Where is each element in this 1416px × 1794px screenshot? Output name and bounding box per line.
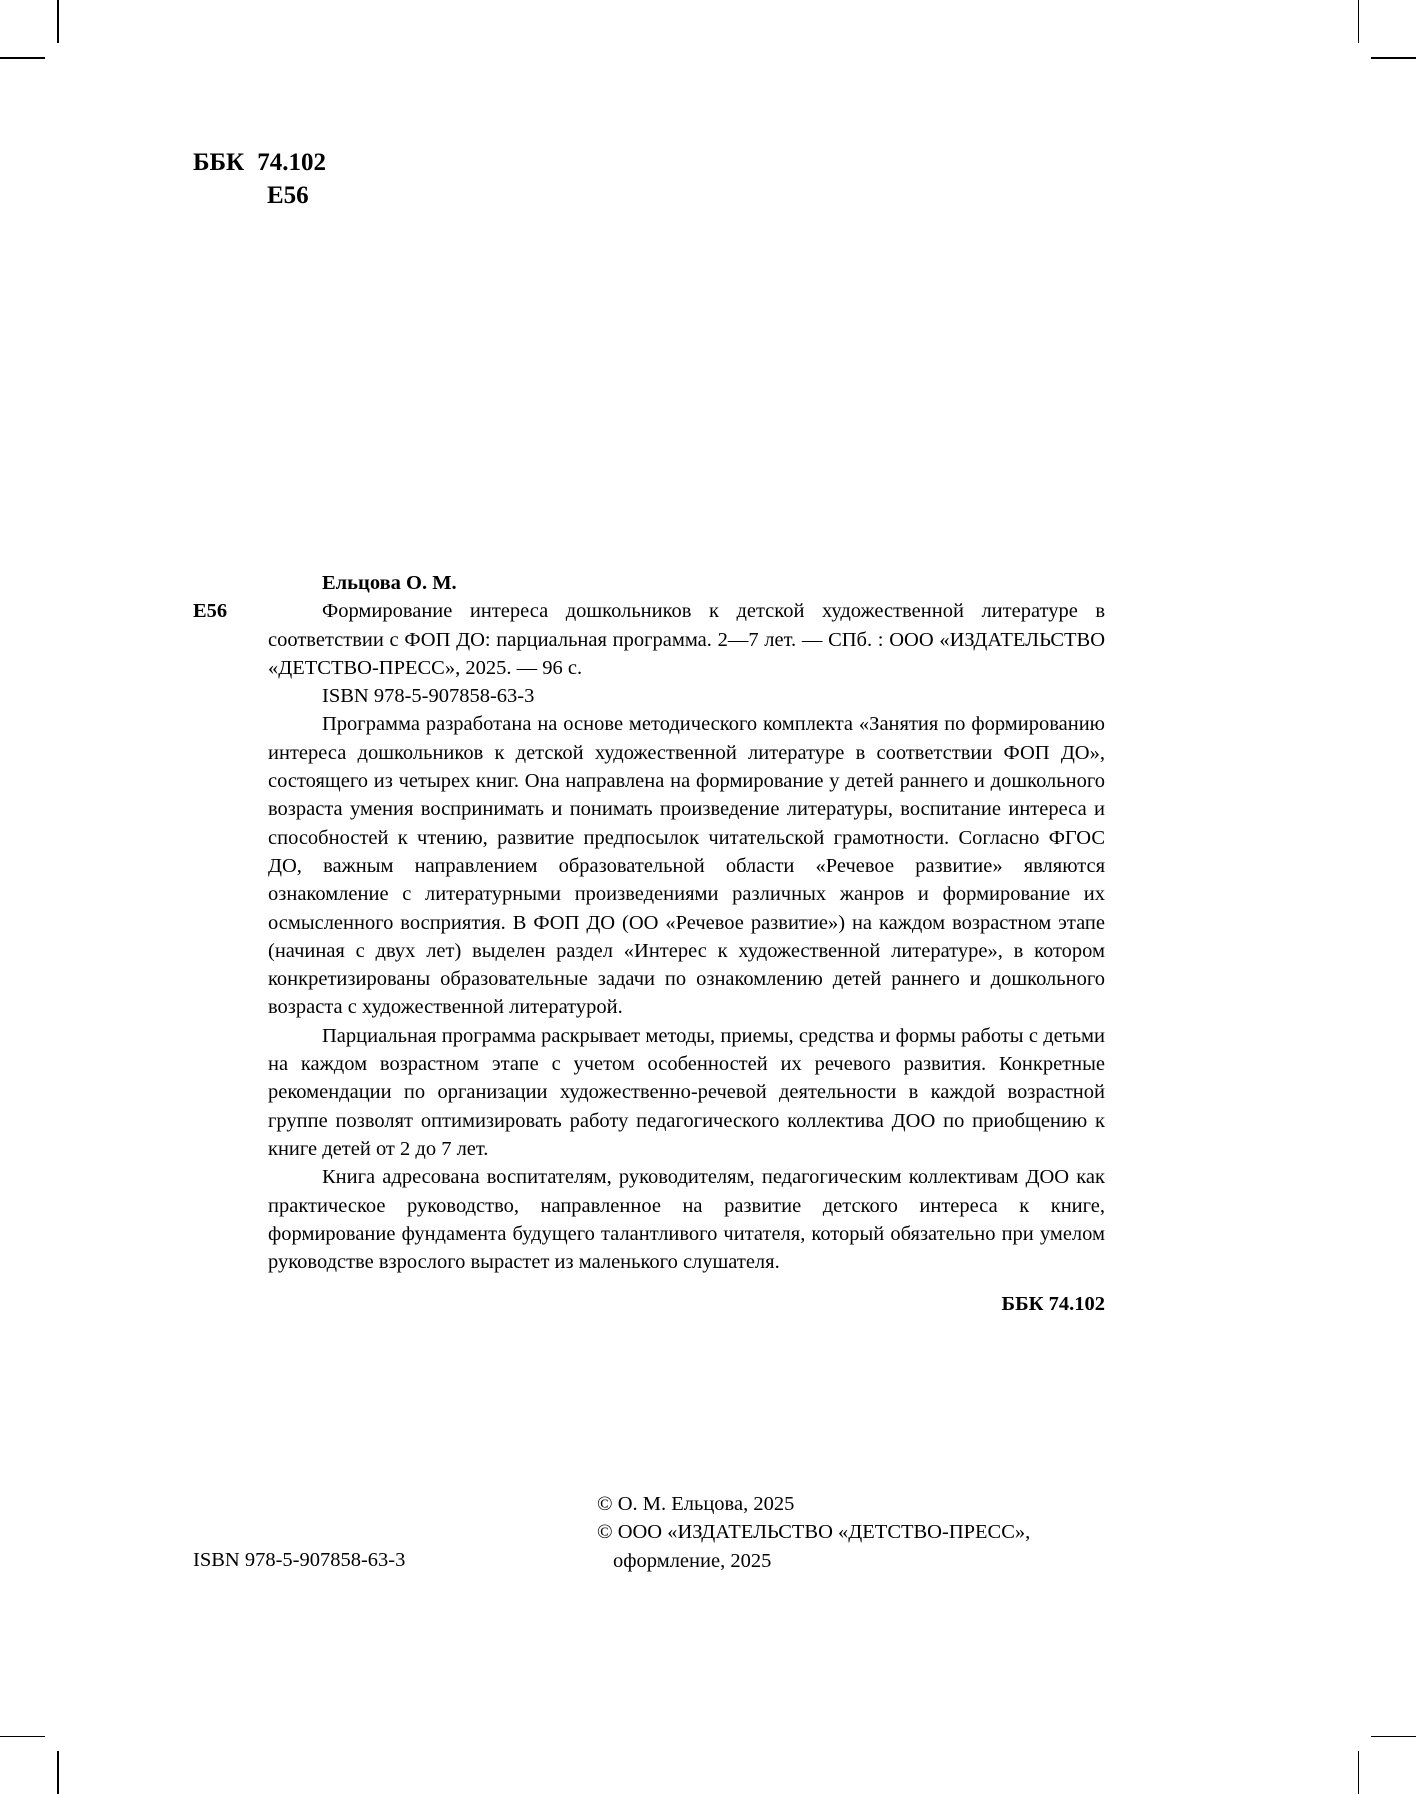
- crop-mark-bottom-left-horizontal: [0, 1736, 45, 1738]
- crop-mark-top-left-vertical: [57, 0, 59, 43]
- bibliographic-description: Формирование интереса дошкольников к детской художественной литературе в соответствии с ФОП ДО: парциальная программа. 2—7 лет. — СПб. : ООО «ИЗДАТЕЛЬСТВО «ДЕТСТВО-ПРЕСС», 2025. — 96 с.: [268, 600, 1105, 679]
- copyright-block: [597, 1490, 1030, 1575]
- crop-mark-bottom-right-vertical: [1358, 1751, 1360, 1794]
- bbk-classification-header: [193, 146, 326, 212]
- copyright-author-line: © О. М. Ельцова, 2025: [597, 1493, 795, 1515]
- crop-mark-top-left-horizontal: [0, 57, 45, 59]
- crop-mark-top-right-vertical: [1358, 0, 1360, 43]
- copyright-design-line: оформление, 2025: [613, 1549, 772, 1572]
- annotation-paragraph-3: Книга адресована воспитателям, руководителям, педагогическим коллективам ДОО как практическое руководство, направленное на развитие детского интереса к книге, формирование фундамента будущего талантливого читателя, который обязательно при умелом руководстве взрослого вырастет из маленького слушателя.: [268, 1166, 1105, 1274]
- bbk-footer: ББК 74.102: [1001, 1293, 1105, 1316]
- annotation-paragraph-1: Программа разработана на основе методического комплекта «Занятия по формированию интереса дошкольников к детской художественной литературе в соответствии ФОП ДО», состоящего из четырех книг. Она направлена на формирование у детей раннего и дошкольного возраста умения воспринимать и понимать произведение литературы, воспитание интереса и способностей к чтению, развитие предпосылок читательской грамотности. Согласно ФГОС ДО, важным направлением образовательной области «Речевое развитие» являются ознакомление с литературными произведениями различных жанров и формирование их осмысленного восприятия. В ФОП ДО (ОО «Речевое развитие») на каждом возрастном этапе (начиная с двух лет) выделен раздел «Интерес к художественной литературе», в котором конкретизированы образовательные задачи по ознакомлению детей раннего и дошкольного возраста с художественной литературой.: [268, 713, 1105, 1019]
- author-sign-margin: Е56: [193, 600, 228, 623]
- author-name: Ельцова О. М.: [322, 572, 457, 594]
- bbk-code: 74.102: [257, 149, 326, 176]
- crop-mark-top-right-horizontal: [1371, 57, 1416, 59]
- imprint-isbn: ISBN 978-5-907858-63-3: [193, 1549, 406, 1571]
- author-sign-code: Е56: [267, 182, 309, 209]
- annotation-paragraph-2: Парциальная программа раскрывает методы, приемы, средства и формы работы с детьми на каждом возрастном этапе с учетом особенностей их речевого развития. Конкретные рекомендации по организации художественно-речевой деятельности в каждой возрастной группе позволят оптимизировать работу педагогического коллектива ДОО по приобщению к книге детей от 2 до 7 лет.: [268, 1024, 1105, 1160]
- bbk-label: ББК: [193, 149, 245, 176]
- bbk-code-line: [193, 146, 326, 179]
- author-sign-line: [193, 179, 326, 212]
- isbn-line: ISBN 978-5-907858-63-3: [322, 685, 535, 708]
- copyright-publisher-line: © ООО «ИЗДАТЕЛЬСТВО «ДЕТСТВО-ПРЕСС»,: [597, 1521, 1031, 1544]
- catalog-card: [193, 569, 1105, 1319]
- crop-mark-bottom-right-horizontal: [1371, 1736, 1416, 1738]
- crop-mark-bottom-left-vertical: [57, 1751, 59, 1794]
